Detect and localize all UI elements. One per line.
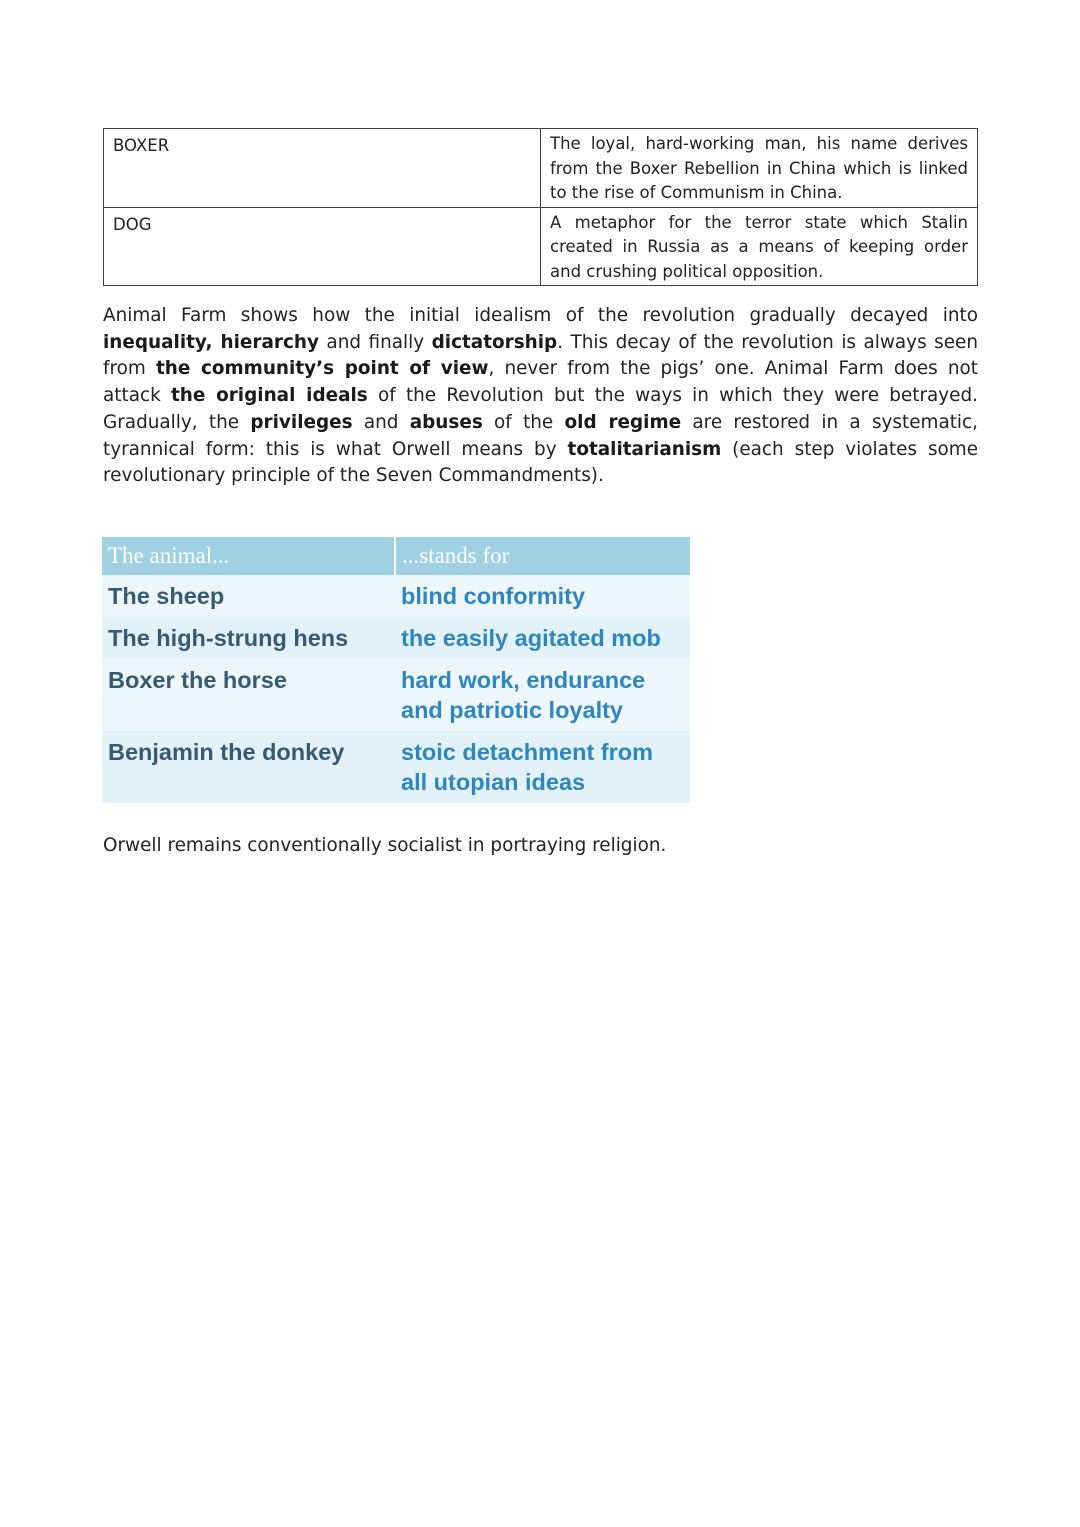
bold-term: inequality, hierarchy — [103, 331, 319, 353]
table-header-row — [102, 537, 690, 575]
text-run: . This decay of the revolution is always seen from — [103, 331, 979, 380]
header-animal: The animal... — [102, 537, 395, 575]
animal-cell: The high-strung hens — [102, 617, 395, 659]
table-row — [102, 617, 690, 659]
stands-for-cell: hard work, endurance and patriotic loyalty — [401, 667, 646, 723]
closing-sentence: Orwell remains conventionally socialist in portraying religion. — [103, 835, 667, 856]
text-run: Animal Farm shows how the initial idealism of the revolution gradually decayed into — [103, 305, 978, 326]
text-run: and — [352, 411, 410, 433]
text-run: (each step violates some revolutionary principle of the Seven Commandments). — [103, 438, 979, 487]
bold-term: dictatorship — [431, 331, 558, 353]
stands-for-cell: stoic detachment from all utopian ideas — [395, 731, 690, 803]
animal-cell: Boxer the horse — [108, 667, 287, 693]
bold-term: the original ideals — [170, 385, 368, 407]
bold-term: totalitarianism — [567, 438, 722, 460]
table-row — [102, 659, 690, 731]
table-row — [102, 731, 690, 803]
bold-term: privileges — [250, 411, 353, 433]
symbol-table — [103, 128, 978, 286]
symbol-name: DOG — [104, 207, 541, 286]
bold-term: the community’s point of view — [155, 358, 489, 380]
body-paragraph — [103, 303, 978, 490]
text-run: are restored in a systematic, tyrannical form: this is what Orwell means by — [103, 411, 978, 460]
bold-term: old regime — [564, 411, 682, 433]
symbol-name: BOXER — [104, 129, 541, 208]
text-run: of the — [482, 411, 565, 433]
stands-for-cell: the easily agitated mob — [395, 617, 690, 659]
stands-for-cell: blind conformity — [401, 583, 586, 609]
header-stands-for: ...stands for — [395, 537, 690, 575]
text-run: of the Revolution but the ways in which they were betrayed. Gradually, the — [103, 385, 978, 433]
table-row — [104, 129, 978, 208]
text-run: and finally — [318, 331, 432, 353]
symbol-meaning: A metaphor for the terror state which Stalin created in Russia as a means of keeping order and crushing political opposition. — [541, 207, 978, 286]
table-row — [102, 575, 690, 617]
text-run: , never from the pigs’ one. Animal Farm does not attack — [103, 358, 978, 407]
bold-term: abuses — [409, 411, 483, 433]
symbol-meaning: The loyal, hard-working man, his name derives from the Boxer Rebellion in China which is linked to the rise of Communism in China. — [541, 129, 978, 208]
animal-cell: Benjamin the donkey — [102, 731, 395, 803]
animal-cell: The sheep — [108, 583, 225, 609]
table-row — [104, 207, 978, 286]
animal-symbolism-table — [102, 537, 690, 803]
